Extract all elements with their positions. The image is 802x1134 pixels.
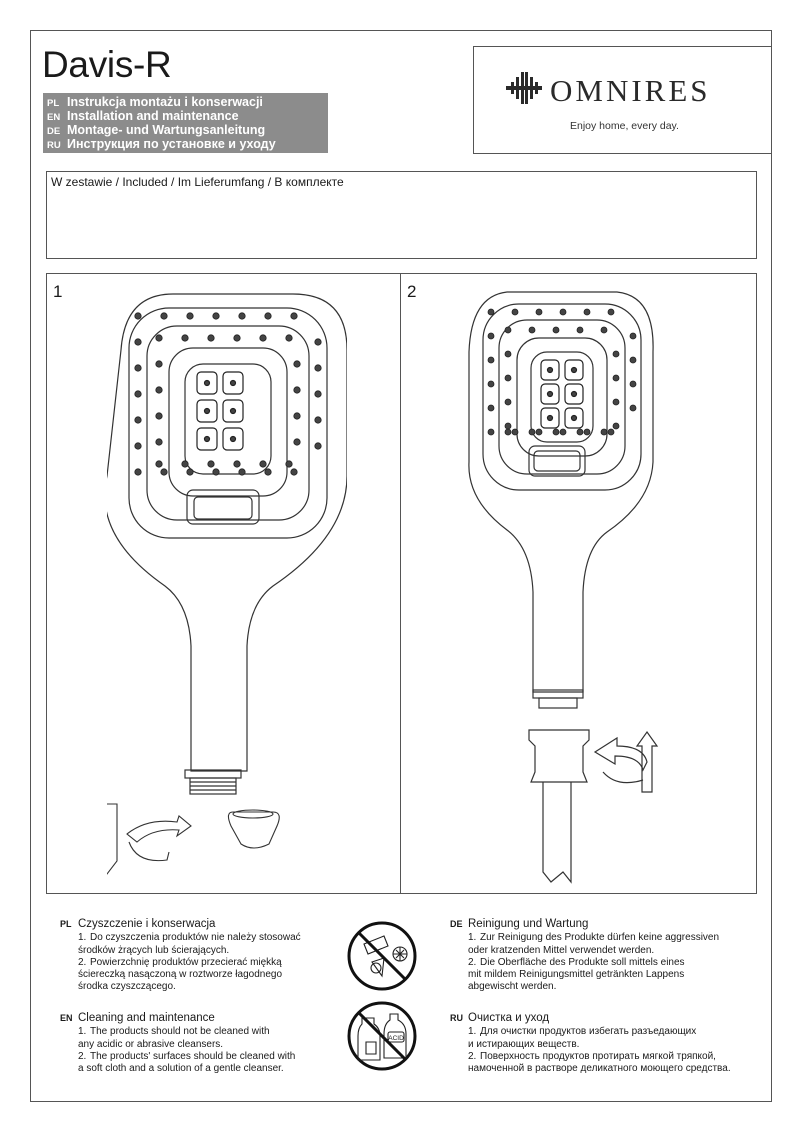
- nozzle-dot: [135, 469, 141, 475]
- nozzle-dot: [135, 365, 141, 371]
- nozzle-dot: [553, 327, 559, 333]
- nozzle-dot: [608, 309, 614, 315]
- nozzle-dot: [529, 327, 535, 333]
- brand-name: OMNIRES: [550, 73, 711, 108]
- nozzle-dot: [213, 313, 219, 319]
- brand-tagline: Enjoy home, every day.: [570, 120, 679, 132]
- nozzle-dot: [488, 333, 494, 339]
- care-item-ru-1: 1. Для очистки продуктов избегать разъедающих: [468, 1026, 697, 1038]
- figure-1-shower-drawing: [107, 286, 347, 886]
- nozzle-dot: [630, 405, 636, 411]
- nozzle-dot: [156, 387, 162, 393]
- nozzle-dot: [291, 313, 297, 319]
- care-item-pl-1-cont: środków żrących lub ścierających.: [78, 944, 230, 956]
- nozzle-dot: [536, 309, 542, 315]
- nozzle-cap-dot: [572, 392, 577, 397]
- nozzle-dot: [213, 469, 219, 475]
- nozzle-cap-dot: [205, 381, 210, 386]
- figures-panel: [46, 273, 757, 894]
- nozzle-dot: [239, 469, 245, 475]
- nozzle-cap-dot: [572, 416, 577, 421]
- care-item-ru-1-cont: и истирающих веществ.: [468, 1038, 580, 1050]
- included-label: W zestawie / Included / Im Lieferumfang / В комплекте: [51, 175, 344, 189]
- care-item-en-2-cont: a soft cloth and a solution of a gentle cleanser.: [78, 1063, 284, 1075]
- nozzle-dot: [161, 313, 167, 319]
- nozzle-cap-dot: [548, 392, 553, 397]
- nozzle-dot: [505, 423, 511, 429]
- care-item-en-2: 2. The products' surfaces should be cleaned with: [78, 1050, 296, 1062]
- nozzle-dot: [156, 335, 162, 341]
- nozzle-dot: [156, 361, 162, 367]
- care-item-pl-1: 1. Do czyszczenia produktów nie należy stosować: [78, 932, 301, 944]
- care-item-de-2-cont2: abgewischt werden.: [468, 981, 557, 993]
- nozzle-dot: [613, 351, 619, 357]
- no-acid-sign-icon: [344, 998, 420, 1074]
- care-section-pl: [60, 918, 350, 994]
- nozzle-cap-dot: [205, 409, 210, 414]
- nozzle-dot: [577, 429, 583, 435]
- included-box: [46, 171, 757, 259]
- nozzle-dot: [613, 399, 619, 405]
- nozzle-cap-dot: [548, 416, 553, 421]
- nozzle-dot: [488, 405, 494, 411]
- care-section-de: [450, 918, 760, 994]
- nozzle-dot: [182, 335, 188, 341]
- nozzle-dot: [286, 461, 292, 467]
- nozzle-dot: [505, 327, 511, 333]
- nozzle-dot: [315, 339, 321, 345]
- care-item-de-2-cont: mit mildem Reinigungsmittel getränkten Lappens: [468, 969, 685, 981]
- figure-2-number: 2: [407, 282, 417, 301]
- nozzle-dot: [315, 391, 321, 397]
- nozzle-dot: [529, 429, 535, 435]
- nozzle-dot: [613, 423, 619, 429]
- nozzle-dot: [265, 313, 271, 319]
- nozzle-dot: [156, 413, 162, 419]
- care-section-en: [60, 1012, 350, 1075]
- nozzle-dot: [560, 429, 566, 435]
- figure-1-number: 1: [53, 282, 63, 301]
- language-bar: [43, 93, 328, 153]
- nozzle-dot: [584, 309, 590, 315]
- nozzle-dot: [488, 357, 494, 363]
- product-title: Davis-R: [42, 44, 172, 85]
- nozzle-dot: [260, 461, 266, 467]
- lang-row-de: DE Montage- und Wartungsanleitung: [47, 123, 266, 137]
- nozzle-dot: [260, 335, 266, 341]
- nozzle-dot: [156, 439, 162, 445]
- nozzle-dot: [505, 375, 511, 381]
- nozzle-dot: [265, 469, 271, 475]
- nozzle-dot: [135, 417, 141, 423]
- nozzle-dot: [630, 357, 636, 363]
- figure-divider: [400, 274, 401, 893]
- nozzle-dot: [505, 429, 511, 435]
- nozzle-dot: [601, 429, 607, 435]
- nozzle-cap-dot: [231, 381, 236, 386]
- nozzle-dot: [630, 333, 636, 339]
- nozzle-dot: [505, 399, 511, 405]
- nozzle-cap-dot: [231, 409, 236, 414]
- nozzle-dot: [315, 417, 321, 423]
- omnires-logo-icon: [504, 70, 544, 106]
- nozzle-dot: [294, 413, 300, 419]
- lang-row-pl: PL Instrukcja montażu i konserwacji: [47, 95, 263, 109]
- figure-2-shower-drawing: [467, 282, 667, 892]
- nozzle-dot: [488, 381, 494, 387]
- nozzle-dot: [536, 429, 542, 435]
- nozzle-cap-dot: [572, 368, 577, 373]
- nozzle-dot: [294, 439, 300, 445]
- care-heading-de: DE Reinigung und Wartung: [450, 918, 589, 930]
- nozzle-cap-dot: [205, 437, 210, 442]
- nozzle-dot: [234, 335, 240, 341]
- care-item-de-1: 1. Zur Reinigung des Produkte dürfen keine aggressiven: [468, 932, 720, 944]
- nozzle-dot: [577, 327, 583, 333]
- nozzle-dot: [234, 461, 240, 467]
- nozzle-cap-dot: [548, 368, 553, 373]
- nozzle-dot: [553, 429, 559, 435]
- nozzle-dot: [505, 351, 511, 357]
- nozzle-dot: [315, 443, 321, 449]
- nozzle-cap-dot: [231, 437, 236, 442]
- nozzle-dot: [601, 327, 607, 333]
- nozzle-dot: [294, 361, 300, 367]
- acid-label: ACID: [388, 1035, 404, 1042]
- care-heading-en: EN Cleaning and maintenance: [60, 1012, 215, 1024]
- nozzle-dot: [208, 335, 214, 341]
- nozzle-dot: [239, 313, 245, 319]
- nozzle-dot: [488, 429, 494, 435]
- care-item-ru-2-cont: намоченной в растворе деликатного моющего средства.: [468, 1063, 731, 1075]
- nozzle-dot: [135, 339, 141, 345]
- care-item-en-1: 1. The products should not be cleaned with: [78, 1026, 270, 1038]
- care-section-ru: [450, 1012, 760, 1075]
- lang-row-en: EN Installation and maintenance: [47, 109, 239, 123]
- nozzle-dot: [187, 313, 193, 319]
- care-item-pl-2-cont2: środka czyszczącego.: [78, 981, 176, 993]
- nozzle-dot: [187, 469, 193, 475]
- nozzle-dot: [291, 469, 297, 475]
- brand-box: [473, 46, 772, 154]
- nozzle-dot: [135, 443, 141, 449]
- lang-row-ru: RU Инструкция по установке и уходу: [47, 137, 276, 151]
- nozzle-dot: [512, 429, 518, 435]
- nozzle-dot: [294, 387, 300, 393]
- care-item-ru-2: 2. Поверхность продуктов протирать мягкой тряпкой,: [468, 1050, 716, 1062]
- nozzle-dot: [584, 429, 590, 435]
- no-abrasive-sign-icon: [344, 918, 420, 994]
- nozzle-dot: [560, 309, 566, 315]
- nozzle-dot: [608, 429, 614, 435]
- care-heading-pl: PL Czyszczenie i konserwacja: [60, 918, 216, 930]
- care-item-en-1-cont: any acidic or abrasive cleansers.: [78, 1038, 224, 1050]
- care-item-pl-2: 2. Powierzchnię produktów przecierać miękką: [78, 956, 282, 968]
- nozzle-dot: [630, 381, 636, 387]
- care-item-pl-2-cont: ściereczką nasączoną w roztworze łagodnego: [78, 969, 282, 981]
- nozzle-dot: [135, 391, 141, 397]
- nozzle-dot: [613, 375, 619, 381]
- nozzle-dot: [208, 461, 214, 467]
- nozzle-dot: [315, 365, 321, 371]
- nozzle-dot: [161, 469, 167, 475]
- care-item-de-1-cont: oder kratzenden Mittel verwendet werden.: [468, 944, 655, 956]
- care-item-de-2: 2. Die Oberfläche des Produkte soll mittels eines: [468, 956, 685, 968]
- nozzle-dot: [512, 309, 518, 315]
- nozzle-dot: [182, 461, 188, 467]
- nozzle-dot: [286, 335, 292, 341]
- nozzle-dot: [488, 309, 494, 315]
- nozzle-dot: [135, 313, 141, 319]
- care-heading-ru: RU Очистка и уход: [450, 1012, 550, 1024]
- nozzle-dot: [156, 461, 162, 467]
